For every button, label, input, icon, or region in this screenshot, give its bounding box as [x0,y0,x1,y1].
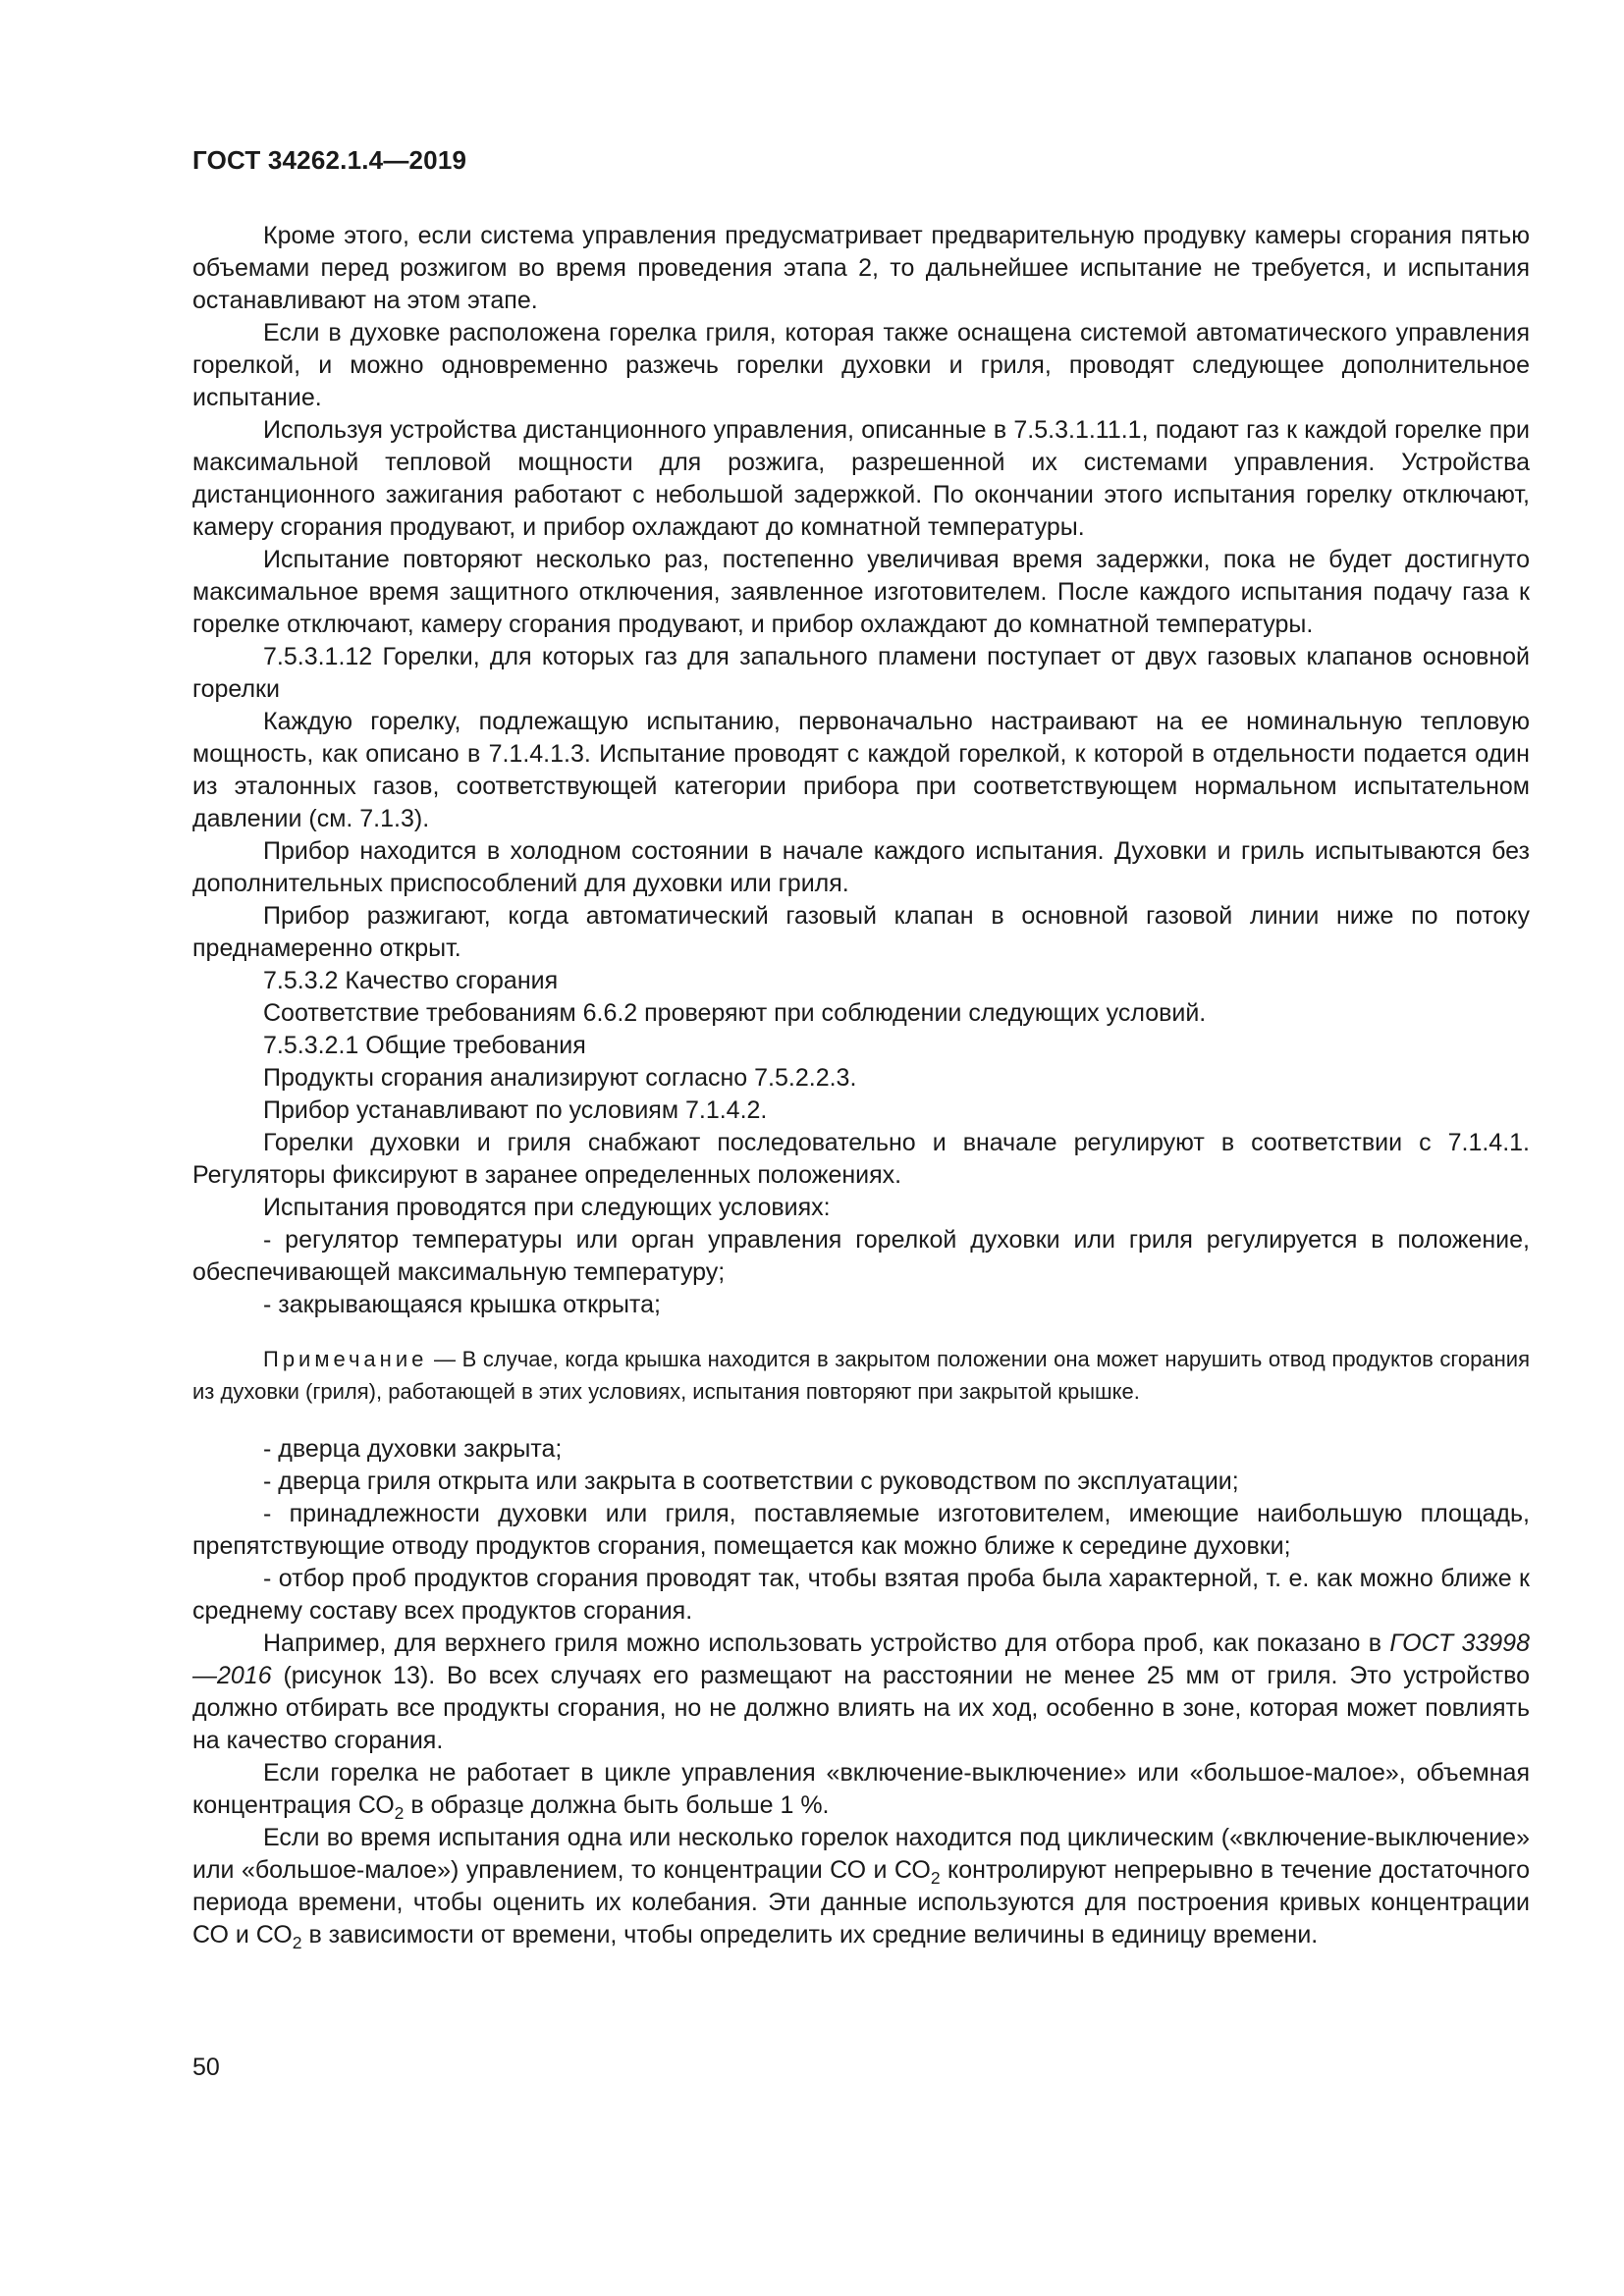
list-item: - закрывающаяся крышка открыта; [263,1291,661,1318]
standard-header: ГОСТ 34262.1.4—2019 [192,145,467,175]
paragraph: Продукты сгорания анализируют согласно 7.5.2.2.3. [263,1064,857,1092]
paragraph: Прибор разжигают, когда автоматический газовый клапан в основной газовой линии ниже по потоку преднамеренно открыт. [192,902,1530,962]
paragraph: Кроме этого, если система управления предусматривает предварительную продувку камеры сгорания пятью объемами перед розжигом во время проведения этапа 2, то дальнейшее испытание не требуется, и испытания останавливают на этом этапе. [192,222,1530,314]
list-item: - отбор проб продуктов сгорания проводят так, чтобы взятая проба была характерной, т. е. как можно ближе к среднему составу всех продуктов сгорания. [192,1565,1530,1625]
section-heading: 7.5.3.2.1 Общие требования [263,1032,586,1059]
document-page [192,143,1530,1951]
paragraph: Если горелка не работает в цикле управления «включение-выключение» или «большое-малое», объемная концентрация $СО_2$ в образце должна быть больше 1 %. [192,1759,1530,1824]
list-item: - дверца духовки закрыта; [263,1435,563,1463]
paragraph: Если во время испытания одна или несколько горелок находится под циклическим («включение-выключение» или «большое-малое») управлением, то концентрации СО и $СО_2$ контролируют непрерывно в течение достаточного периода времени, чтобы оценить их колебания. Эти данные используются для построения кривых концентрации СО и $СО_2$ в зависимости от времени, чтобы определить их средние величины в единицу времени. [192,1824,1530,1953]
note [192,1343,1530,1408]
paragraph: Используя устройства дистанционного управления, описанные в 7.5.3.1.11.1, подают газ к каждой горелке при максимальной тепловой мощности для розжига, разрешенной их системами управления. Устройства дистанционного зажигания работают с небольшой задержкой. По окончании этого испытания горелку отключают, камеру сгорания продувают, и прибор охлаждают до комнатной температуры. [192,416,1530,541]
paragraph: Испытание повторяют несколько раз, постепенно увеличивая время задержки, пока не будет достигнуто максимальное время защитного отключения, заявленное изготовителем. После каждого испытания подачу газа к горелке отключают, камеру сгорания продувают, и прибор охлаждают до комнатной температуры. [192,546,1530,638]
page-number: 50 [192,2054,220,2081]
list-item: - регулятор температуры или орган управления горелкой духовки или гриля регулируется в положение, обеспечивающей максимальную температуру; [192,1226,1530,1286]
paragraph: Соответствие требованиям 6.6.2 проверяют при соблюдении следующих условий. [263,999,1207,1027]
paragraph: Если в духовке расположена горелка гриля, которая также оснащена системой автоматического управления горелкой, и можно одновременно разжечь горелки духовки и гриля, проводят следующее дополнительное испытание. [192,319,1530,411]
standard-reference: ГОСТ 33998—2016 [192,1629,1530,1689]
paragraph: Прибор находится в холодном состоянии в начале каждого испытания. Духовки и гриль испытываются без дополнительных приспособлений для духовки или гриля. [192,837,1530,897]
paragraph: Испытания проводятся при следующих условиях: [263,1194,831,1221]
paragraph: Прибор устанавливают по условиям 7.1.4.2. [263,1096,768,1124]
note-label: Примечание [263,1347,428,1371]
paragraph: Например, для верхнего гриля можно использовать устройство для отбора проб, как показано в ГОСТ 33998—2016 (рисунок 13). Во всех случаях его размещают на расстоянии не менее 25 мм от гриля. Это устройство должно отбирать все продукты сгорания, но не должно влиять на их ход, особенно в зоне, которая может повлиять на качество сгорания. [192,1629,1530,1754]
list-item: - принадлежности духовки или гриля, поставляемые изготовителем, имеющие наибольшую площадь, препятствующие отводу продуктов сгорания, помещается как можно ближе к середине духовки; [192,1500,1530,1560]
list-item: - дверца гриля открыта или закрыта в соответствии с руководством по эксплуатации; [263,1468,1239,1495]
section-heading: 7.5.3.2 Качество сгорания [263,967,559,994]
body-text [192,220,1530,1951]
note-text: — В случае, когда крышка находится в закрытом положении она может нарушить отвод продуктов сгорания из духовки (гриля), работающей в этих условиях, испытания повторяют при закрытой крышке. [192,1347,1530,1404]
paragraph: Горелки духовки и гриля снабжают последовательно и вначале регулируют в соответствии с 7.1.4.1. Регуляторы фиксируют в заранее определенных положениях. [192,1129,1530,1189]
paragraph: Каждую горелку, подлежащую испытанию, первоначально настраивают на ее номинальную тепловую мощность, как описано в 7.1.4.1.3. Испытание проводят с каждой горелкой, к которой в отдельности подается один из эталонных газов, соответствующей категории прибора при соответствующем нормальном испытательном давлении (см. 7.1.3). [192,708,1530,832]
section-heading: 7.5.3.1.12 Горелки, для которых газ для запального пламени поступает от двух газовых клапанов основной горелки [192,643,1530,703]
